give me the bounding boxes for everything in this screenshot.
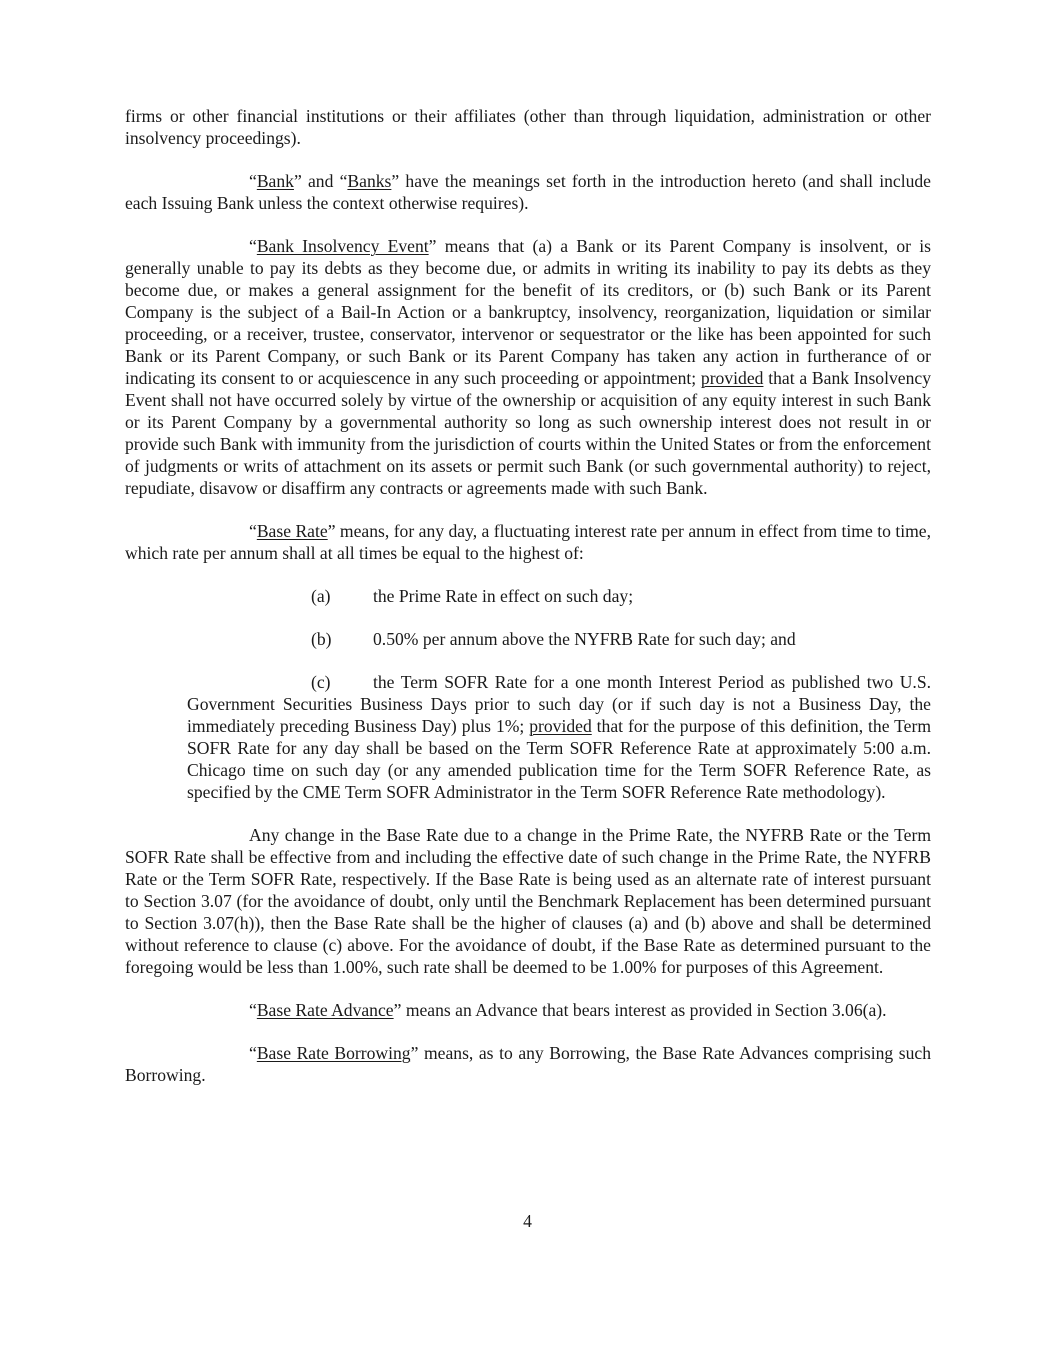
clause-b — [125, 628, 931, 650]
document-page — [125, 105, 931, 1107]
provided-keyword: provided — [700, 368, 764, 388]
definition-text: ” means that (a) a Bank or its Parent Company is insolvent, or is generally unable to pay its debts as they become due, or admits in writing its inability to pay its debts as they become due, or makes a general assignment for the benefit of its creditors, or (b) such Bank or its Parent Company is the subject of a Bail-In Action or a bankruptcy, insolvency, reorganization, liquidation or similar proceeding, or a receiver, trustee, conservator, intervenor or sequestrator or the like has been appointed for such Bank or its Parent Company, or such Bank or its Parent Company has taken any action in furtherance of or indicating its consent to or acquiescence in any such proceeding or appointment; — [125, 236, 931, 388]
definition-base-rate — [125, 520, 931, 564]
clause-label: (b) — [311, 629, 332, 649]
clause-text: the Prime Rate in effect on such day; — [373, 586, 634, 606]
open-quote: “ — [249, 521, 257, 541]
definition-base-rate-advance — [125, 999, 931, 1021]
defined-term-base-rate: Base Rate — [256, 521, 328, 541]
clause-label: (c) — [311, 672, 331, 692]
page-number: 4 — [523, 1211, 532, 1231]
definition-text: ” means, for any day, a fluctuating interest rate per annum in effect from time to time, which rate per annum shall at all times be equal to the highest of: — [125, 521, 931, 563]
defined-term-base-rate-advance: Base Rate Advance — [256, 1000, 394, 1020]
definition-text-continued: that a Bank Insolvency Event shall not have occurred solely by virtue of the ownership or acquisition of any equity interest in such Bank or its Parent Company by a governmental authority so long as such ownership interest does not result in or provide such Bank with immunity from the jurisdiction of courts within the United States or from the enforcement of judgments or writs of attachment on its assets or permit such Bank (or such governmental authority) to reject, repudiate, disavow or disaffirm any contracts or agreements made with such Bank. — [125, 368, 931, 498]
definition-bank-insolvency-event — [125, 235, 931, 499]
defined-term-base-rate-borrowing: Base Rate Borrowing — [256, 1043, 411, 1063]
open-quote: “ — [249, 1000, 257, 1020]
open-quote: “ — [249, 1043, 257, 1063]
clause-text: the Term SOFR Rate for a one month Interest Period as published two U.S. Government Securities Business Days prior to such day (or if such day is not a Business Day, the immediately preceding Business Day) plus 1%; — [187, 672, 931, 736]
clause-text-continued: that for the purpose of this definition, the Term SOFR Rate for any day shall be based on the Term SOFR Reference Rate at approximately 5:00 a.m. Chicago time on such day (or any amended publication time for the Term SOFR Reference Rate, as specified by the CME Term SOFR Administrator in the Term SOFR Reference Rate methodology). — [187, 716, 931, 802]
clause-label: (a) — [311, 586, 331, 606]
provided-keyword: provided — [529, 716, 592, 736]
defined-term-banks: Banks — [347, 171, 392, 191]
clause-text: 0.50% per annum above the NYFRB Rate for such day; and — [373, 629, 796, 649]
defined-term-bank-insolvency-event: Bank Insolvency Event — [256, 236, 429, 256]
defined-term-bank: Bank — [256, 171, 294, 191]
definition-connector: ” and “ — [293, 171, 348, 191]
definition-base-rate-borrowing — [125, 1042, 931, 1086]
carryover-paragraph: firms or other financial institutions or their affiliates (other than through liquidation, administration or other insolvency proceedings). — [125, 106, 931, 148]
open-quote: “ — [249, 236, 257, 256]
definition-bank — [125, 170, 931, 214]
definition-text: ” means, as to any Borrowing, the Base Rate Advances comprising such Borrowing. — [125, 1043, 931, 1085]
definition-text: ” means an Advance that bears interest as provided in Section 3.06(a). — [393, 1000, 887, 1020]
definition-text: ” have the meanings set forth in the introduction hereto (and shall include each Issuing Bank unless the context otherwise requires). — [125, 171, 931, 213]
clause-c — [187, 671, 931, 803]
open-quote: “ — [249, 171, 257, 191]
clause-a — [125, 585, 931, 607]
base-rate-change-paragraph: Any change in the Base Rate due to a change in the Prime Rate, the NYFRB Rate or the Term SOFR Rate shall be effective from and including the effective date of such change in the Prime Rate, the NYFRB Rate or the Term SOFR Rate, respectively. If the Base Rate is being used as an alternate rate of interest pursuant to Section 3.07 (for the avoidance of doubt, only until the Benchmark Replacement has been determined pursuant to Section 3.07(h)), then the Base Rate shall be the higher of clauses (a) and (b) above and shall be determined without reference to clause (c) above. For the avoidance of doubt, if the Base Rate as determined pursuant to the foregoing would be less than 1.00%, such rate shall be deemed to be 1.00% for purposes of this Agreement. — [125, 825, 931, 977]
